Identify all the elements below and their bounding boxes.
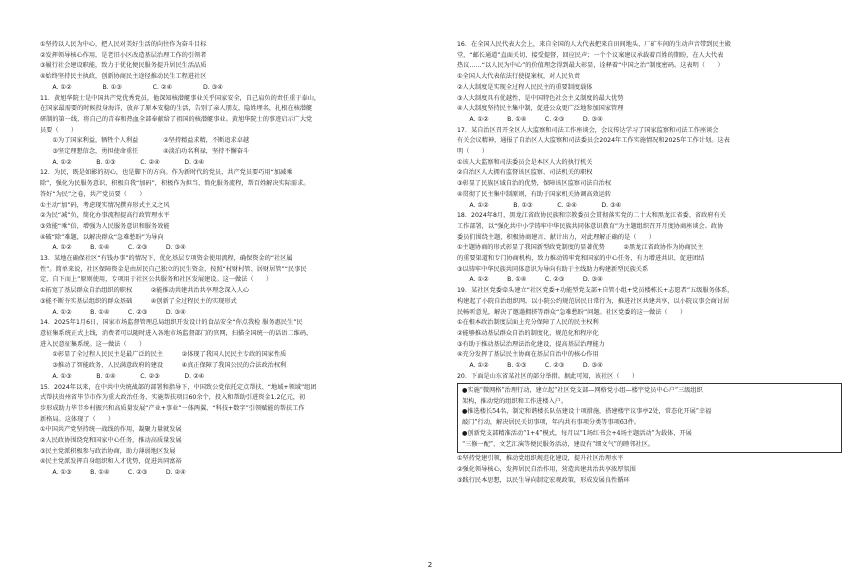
question-line: ③人大制度具有优越性，是中国特色社会主义制度的最大优势 [457,94,624,102]
question-line: 堂，“邮长通道”直面关切、接受提督，回应民声；一个个议案建议承载着百姓的期盼，在人大代表 [457,51,724,59]
question-line: 16．在全国人民代表大会上，来自全国的人大代表把来自田间地头、厂矿车间的生动声音带到民主殿 [457,41,731,48]
q20-measures-box [457,383,842,453]
page-number: 2 [427,561,433,569]
question-line: ①全国人大代表依法行使提案权，对人民负责 [457,73,581,81]
question-line: ④充分发挥了基层民主协商在基层自治中的核心作用 [457,351,599,359]
question-line: ④始终坚持民主执政，创新协商民主途径推动民生工程进社区 [40,73,207,81]
option-line: ③践行民本思想，以民生导向制定宏观政策，形成发展良性循环 [457,476,630,484]
question-line: ③彰显了民族区域自治的优势，保障该区监察司法自治权 [457,180,612,188]
question-line: 14．2025年1月6日，国家市场监督管理总局组织开发设计的食品安全“你点我检 服务惠民生”民 [40,319,303,327]
box-line: 敲门”行动，解决居民关切事项，年内共有事项分类等事项63件。 [462,419,641,427]
question-line: A. ①② B. ①③ C. ②④ D. ③④ [457,201,622,209]
box-line: ●推选楼长54名，制定和谐楼长队伍建设十项措施，搭建楼宇议事亭2处，常态化开展“幸福 [462,408,712,416]
question-line: 答好“为民”之卷，共产党员要（ ） [40,190,146,198]
question-line: 17．某自治区召开全区人大监察和司法工作座谈会，会议传达学习了国家监察和司法工作座谈会 [457,126,719,134]
question-line: 性”。简单来说，社区保障资金是由居民自己独立的民生资金，按照“村财村管、居财居管”“民事民 [40,265,307,273]
right-column [457,40,842,486]
question-line: 式帮扶贵州省毕节市作为重大政治任务，实施帮扶项目60余个，投入和帮助引进资金1.2亿元，初 [40,394,306,402]
option-line: ①坚持党建引领，推动党组织规范化建设，提升社区治理水平 [457,455,624,463]
question-line: 除”，强化为民服务意识，积极自我“加码”，积极作为担当、简化服务流程，帮百姓解决实际需求。 [40,180,310,188]
question-line: ④民主党派发挥自身组织和人才优势，促进共同富裕 [40,458,182,466]
question-line: ①坚持以人民为中心，把人民对美好生活的向往作为奋斗目标 [40,41,207,48]
left-column [40,40,425,479]
question-line: ③履行社会建设职能，致力于优化便民服务提升居民生活品质 [40,62,207,70]
question-line: 步形成助力毕节乡村振兴和高质量发展“产业+事业”一体两翼、“科技+数字”引领赋能的帮扶工作 [40,404,305,412]
question-line: 11．黄旭华院士是中国共产党优秀党员，他深知核潜艇事业关乎国家安全，自己肩负的责任重于泰山， [40,94,321,102]
question-line: 在国家最需要的时候投身海洋，放弃了原本安稳的生活，告别了亲人朋友，隐姓埋名，扎根在核潜艇 [40,105,313,113]
question-line: A. ①② B. ①③ C. ②③ D. ③④ [457,362,603,370]
question-line: ③民主党派积极参与政治协商，助力薄弱地区发展 [40,447,176,455]
question-line: ①主题协商的形式彰显了我国新型政党制度的显著优势 ②黑龙江省政协作为协商民主 [457,244,704,252]
question-line: ①为了国家利益，牺牲个人利益 ②坚持精益求精，不断追求卓越 [40,137,250,145]
question-line: 研制的第一线，将自己的青春和热血全部奉献给了祖国的核潜艇事业。黄旭华院士的事迹启示广大党 [40,115,313,123]
question-line: 工作部署，以“强化共中小学铸牢中华民族共同体意识教育”为主题组织召开月度协商座谈会。政协 [457,222,724,230]
question-line: 13．某地在确保社区“有钱办事”的情况下，优化基层专项资金使用流程，确保资金的“社区属 [40,255,293,263]
question-line: 进入民意征集系统。这一做法（ ） [40,340,146,348]
question-line: ①在根本政治制度层面上充分保障了人民的民主权利 [457,319,599,327]
question-line: A. ①② B. ①④ C. ②③ D. ③④ [40,244,186,252]
question-line: ②人民政协围绕党和国家中心任务，推动高质量发展 [40,437,182,445]
question-line: ①该人大监察和司法委员会是本区人大的执行机关 [457,158,593,166]
question-line: 19．某社区党委牵头建立“社区党委+功能型党支部+自管小组+党员楼栋长+志愿者”五级服务体系， [457,287,734,295]
question-line: ①主动“加”码，考虑现实情况撰弃形式主义之风 [40,201,170,209]
question-line: 15．2024年以来，在中共中央统战部的部署和指导下，中国致公党依托定点帮扶、“地域+领域”组团 [40,383,317,391]
question-line: 有关会议精神，通报了自治区人大监察和司法委员会2024年工作实施情况和2025年工作计划。这表 [457,137,730,145]
question-line: ①拓宽了基层群众自治组织的职权 ②能推动共建共治共享理念深入人心 [40,287,250,295]
question-line: ②能够推动基层群众自治的制度化，规范化和程序化 [457,329,599,337]
question-line: 民畅听意见，解决了邀遢拥挤等群众“急难愁盼”问题。社区党委的这一做法（ ） [457,308,687,316]
question-line: A. ①② B. ①④ C. ②③ D. ③④ [457,115,603,123]
question-line: ③效能“乘”倍，增强为人民服务意识和服务效能 [40,222,170,230]
question-line: 的重要渠道和专门协商机构，致力推动铸牢党和国家的中心任务，有力增进共识、促进团结 [457,255,705,263]
question-line: A. ①② B. ①③ C. ②④ D. ③④ [40,158,205,166]
question-line: ②发挥领导核心作用，是老旧小区改造基层治理工作的引领者 [40,51,207,59]
question-line: 热议……“以人民为中心”的价值理念得到最大彰显，诠释着“中国之治”制度密码。这表明（ ） [457,62,724,70]
question-line: ②人大制度是实现全过程人民民主的重要制度载体 [457,83,593,91]
option-line: ②强化领导核心，发挥居民自治作用，营造共建共治共享浓厚氛围 [457,465,636,473]
question-line: A. ①② B. ①④ C. ②③ D. ③④ [40,308,186,316]
question-line: ①彰显了全过程人民民主是最广泛的民主 ②体现了我国人民民主专政的国家性质 [40,351,287,359]
question-line: 员要（ ） [40,126,78,134]
question-line: 明（ ） [457,148,488,156]
box-line: “三修一配”、文艺汇演等便民服务活动，建设有“细文气”的睦邻社区。 [462,440,655,448]
question-line: ①中国共产党坚持统一战线的作用，凝聚力量就发展 [40,426,182,434]
question-line: 定、自下而上”原则使用，专项用于社区公共服务和社区发展建设。这一做法（ ） [40,276,273,284]
question-line: 委员们围绕主题，积极协商建言、献计出力，对此理解正确的是（ ） [457,233,655,241]
question-line: A. ①② B. ①④ C. ②③ D. ③④ [457,276,603,284]
question-line: ②为民“减”负，简化办事流程提高行政管理水平 [40,212,170,220]
question-line: A. ①③ B. ①④ C. ②③ D. ②④ [40,372,205,380]
question-line: ④贯彻了民主集中制原则，有助于国家机关协调高效运转 [457,190,612,198]
question-line: ③坚定理想信念，勇担使命重任 ④淡泊功名利禄，坚持不懈奋斗 [40,148,250,156]
box-line: ●实施“微网格”治理行动，建立起“社区党支部—网格党小组—楼宇党员中心户”三级组织 [462,387,703,394]
question-line: ④破“除”难题，以解决群众“急难愁盼”为导向 [40,233,164,241]
question-line: 新格局。这体现了（ ） [40,415,115,423]
question-line: A. ①③ B. ①④ C. ②③ D. ②④ [40,469,186,477]
question-line: ③能不断夯实基层组织的群众基础 ④创新了全过程民主的实现形式 [40,297,237,305]
question-line: 构建起了小院自治组织网。以小院公约规范居民日常行为，推进社区共建共享，以小院议事会商讨居 [457,297,730,305]
box-line: ●创新党支部精准活动“1+4”模式，每月以“1场红书会+4场主题活动”为载体，开展 [462,429,692,437]
question-line: 20．下面是山东省某社区的部分举措。据此可知，该社区（ ） [457,372,639,380]
question-line: ②自治区人大拥有监督该区监察、司法机关的职权 [457,169,593,177]
question-line: 12．为民，既是如影的初心，也是脚下的方向。作为新时代的党员，共产党员要巧用“加减乘 [40,169,293,177]
question-line: A. ①② B. ①③ C. ②④ D. ③④ [40,83,223,91]
question-line: ③以铸牢中华民族共同体意识为导向有助于主线助力构建新型民族关系 [457,265,649,273]
question-line: ③推动了智能政务、人民满意政府的建设 ④真正保障了我国公民的合法政治权利 [40,362,287,370]
question-line: 18．2024年8月，黑龙江省政协民族和宗教委员会贯彻落实党的二十大和黑龙江省委、省政府有关 [457,212,726,220]
question-line: ④人大制度坚持民主集中制，促进公众更广泛地参加国家管理 [457,105,624,113]
question-line: ③有助于推动基层治理法治化建设，提高基层治理能力 [457,340,605,348]
question-line: 意征集系统正式上线，消费者可以随时进入各地市场监督部门的官网，扫描全国统一的话语二维码， [40,329,313,337]
box-line: 架构，推动党的组织和工作进楼入户。 [462,397,568,405]
